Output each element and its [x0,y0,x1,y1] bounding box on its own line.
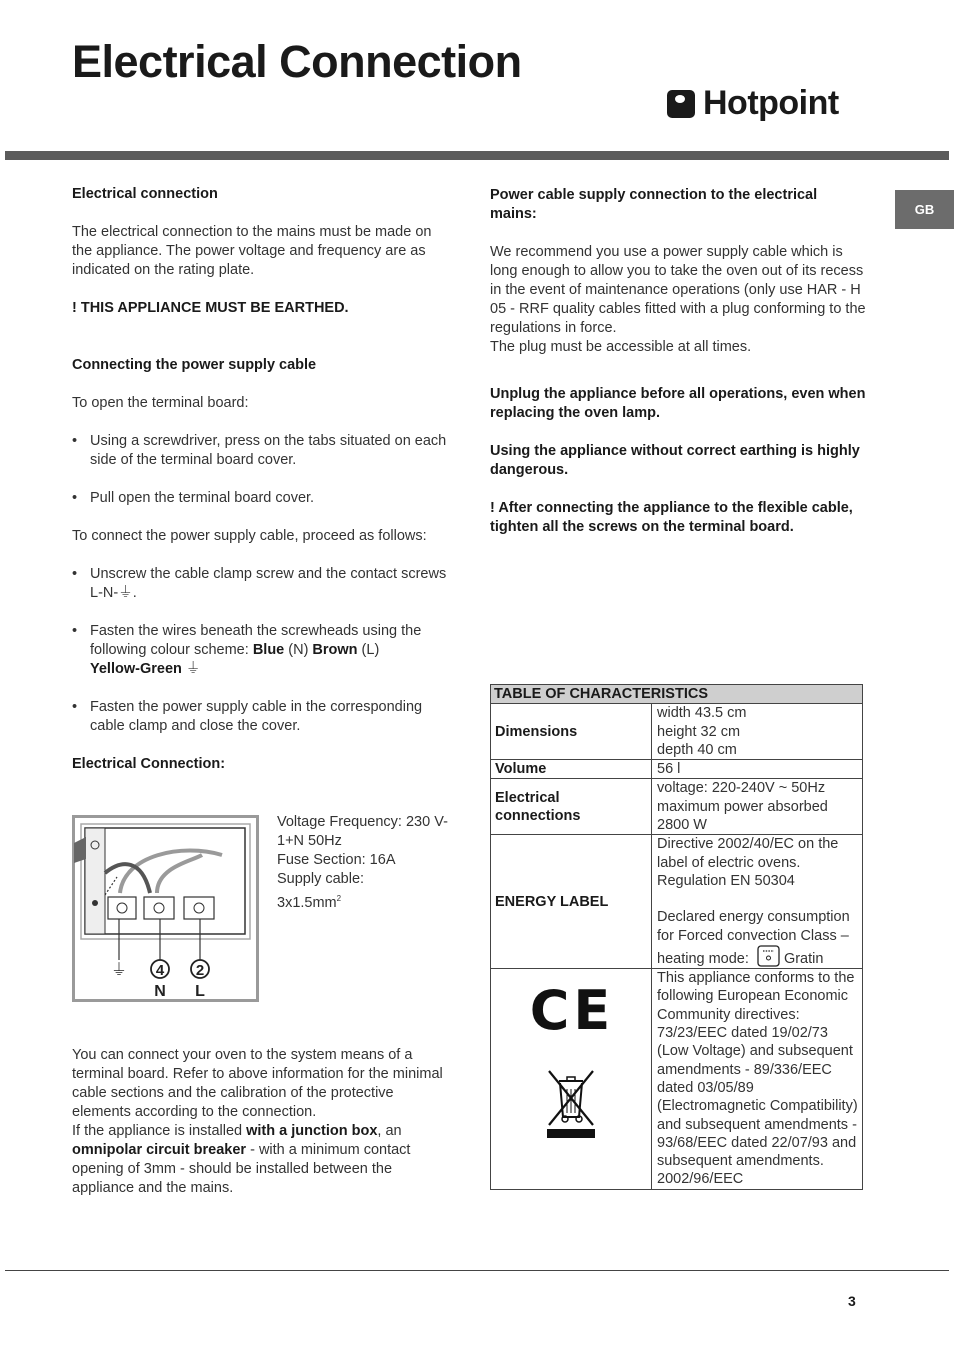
circuit-breaker-term: omnipolar circuit breaker [72,1142,247,1158]
page-title: Electrical Connection [72,36,522,87]
colour-brown: Brown [312,642,358,658]
list-item [72,489,448,508]
list-item [72,565,448,603]
row-label-volume: Volume [491,760,652,779]
energy-declared-text: Declared energy consumption for Forced convection Class – heating mode: [657,909,850,967]
colour-scheme-intro: Fasten the wires beneath the screwheads using the following colour scheme: [90,623,422,658]
row-label-energy: ENERGY LABEL [491,835,652,969]
terminal-n-number: 4 [155,962,165,979]
brand-name: Hotpoint [703,84,839,122]
header-rule [5,151,949,160]
terminal-l-number: 2 [195,962,205,979]
earth-symbol-icon: ⏚ [181,661,201,677]
terminal-n-label: N [154,983,166,1000]
right-column [490,186,866,537]
row-value-electrical [652,779,863,835]
bullet-text: Pull open the terminal board cover. [90,490,315,506]
energy-mode-gratin: Gratin [783,950,824,967]
spec-fuse: Fuse Section: 16A [277,852,396,868]
row-value-conformity [652,969,863,1190]
colour-yellow-green: Yellow-Green [90,661,182,677]
bullet-icon: • [72,566,78,582]
bullet-text: Fasten the power supply cable in the corresponding cable clamp and close the cover. [90,699,423,734]
energy-directive: Directive 2002/40/EC on the label of electric ovens. Regulation EN 50304 [657,836,839,889]
terminal-l-label: L [195,983,205,1000]
bullet-text: Unscrew the cable clamp screw and the contact screws L-N-⏚. [90,566,447,601]
table-header-row [491,685,863,704]
row-label-dimensions: Dimensions [491,704,652,760]
spec-cable-value [277,889,452,913]
list-item [72,698,448,736]
bullet-icon: • [72,433,78,449]
table-header: TABLE OF CHARACTERISTICS [491,685,863,704]
code-l: (L) [357,642,380,658]
junction-box-term: with a junction box [246,1123,378,1139]
ce-conformity-text: This appliance conforms to the following European Economic Community directives: 73/23/EEC dated 19/02/73 (Low Voltage) and subsequent amendments - 89/336/EEC dated 03/05/89 (Electromagnetic Compatibility) and subsequent amendments - 93/68/EEC dated 22/07/93 and subsequent amendments. [657,970,858,1170]
table-row [491,779,863,835]
weee-bin-icon [545,1067,597,1139]
warning-tighten-screws: ! After connecting the appliance to the flexible cable, tighten all the screws on the terminal board. [490,500,853,535]
bullet-icon: • [72,623,78,639]
gratin-mode-icon [757,945,780,967]
text-run: , an [377,1123,402,1139]
row-value-volume: 56 l [652,760,863,779]
electrical-voltage: voltage: 220-240V ~ 50Hz [657,780,826,797]
dimension-width: width 43.5 cm [657,705,747,722]
row-value-energy [652,835,863,969]
table-row [491,760,863,779]
section-heading-power-cable: Connecting the power supply cable [72,357,317,373]
paragraph-rating-plate: The electrical connection to the mains must be made on the appliance. The power voltage and frequency are as indicated on the rating plate. [72,224,432,278]
dimension-height: height 32 cm [657,723,741,740]
brand-logo [667,84,839,123]
spec-voltage: Voltage Frequency: 230 V-1+N 50Hz [277,814,448,849]
footer-rule [5,1270,949,1271]
electrical-power: maximum power absorbed 2800 W [657,798,828,834]
earth-symbol-icon: ⏚ [110,960,128,979]
paragraph-plug-accessible: The plug must be accessible at all times. [490,339,752,355]
bullet-icon: • [72,490,78,506]
warning-earthing: Using the appliance without correct earthing is highly dangerous. [490,443,860,478]
spec-cable-size: 3x1.5mm [277,894,337,911]
spec-cable-superscript: 2 [336,894,342,903]
characteristics-table [490,684,863,1190]
row-label-marks [491,969,652,1190]
dimension-depth: depth 40 cm [657,741,737,758]
text-run: If the appliance is installed [72,1123,247,1139]
table-row [491,969,863,1190]
weee-directive: 2002/96/EEC [657,1171,744,1188]
terminal-board-paragraph [72,1046,448,1198]
row-label-electrical: Electrical connections [491,779,652,835]
bullet-text [90,622,448,679]
electrical-specs [277,813,452,913]
text-run: - with a minimum contact opening of 3mm - should be installed between the appliance and the mains. [72,1142,411,1196]
bullet-icon: • [72,699,78,715]
earthing-warning: ! THIS APPLIANCE MUST BE EARTHED. [72,300,349,316]
table-row [491,704,863,760]
section-heading-electrical-connection-specs: Electrical Connection: [72,756,226,772]
page-number: 3 [848,1293,856,1309]
warning-unplug: Unplug the appliance before all operations, even when replacing the oven lamp. [490,386,866,421]
code-n: (N) [284,642,313,658]
paragraph-terminal-board: You can connect your oven to the system means of a terminal board. Refer to above information for the minimal cable sections and the calibration of the protective elements according to the connection. [72,1047,443,1120]
paragraph-open-terminal: To open the terminal board: [72,395,249,411]
paragraph-cable-recommendation: We recommend you use a power supply cable which is long enough to allow you to take the oven out of its recess in the event of maintenance operations (only use HAR - H 05 - RRF quality cables fitted with a plug conforming to the regulations in force. [490,244,866,336]
table-row [491,835,863,969]
bullet-text: Using a screwdriver, press on the tabs situated on each side of the terminal board cover. [90,433,447,468]
colour-blue: Blue [252,642,285,658]
terminal-board-diagram [72,815,259,1002]
language-tab: GB [895,190,954,229]
list-item [72,432,448,470]
section-heading-electrical-connection: Electrical connection [72,186,218,202]
paragraph-junction-box [72,1122,448,1198]
energy-declared [657,908,858,968]
paragraph-connect-cable: To connect the power supply cable, proceed as follows: [72,528,427,544]
spec-cable-label: Supply cable: [277,871,365,887]
list-item [72,622,448,679]
ce-mark-icon: CE [529,979,615,1043]
left-column [72,185,448,774]
section-heading-power-cable-mains: Power cable supply connection to the electrical mains: [490,187,818,222]
hotpoint-logo-icon [667,90,695,118]
row-value-dimensions [652,704,863,760]
